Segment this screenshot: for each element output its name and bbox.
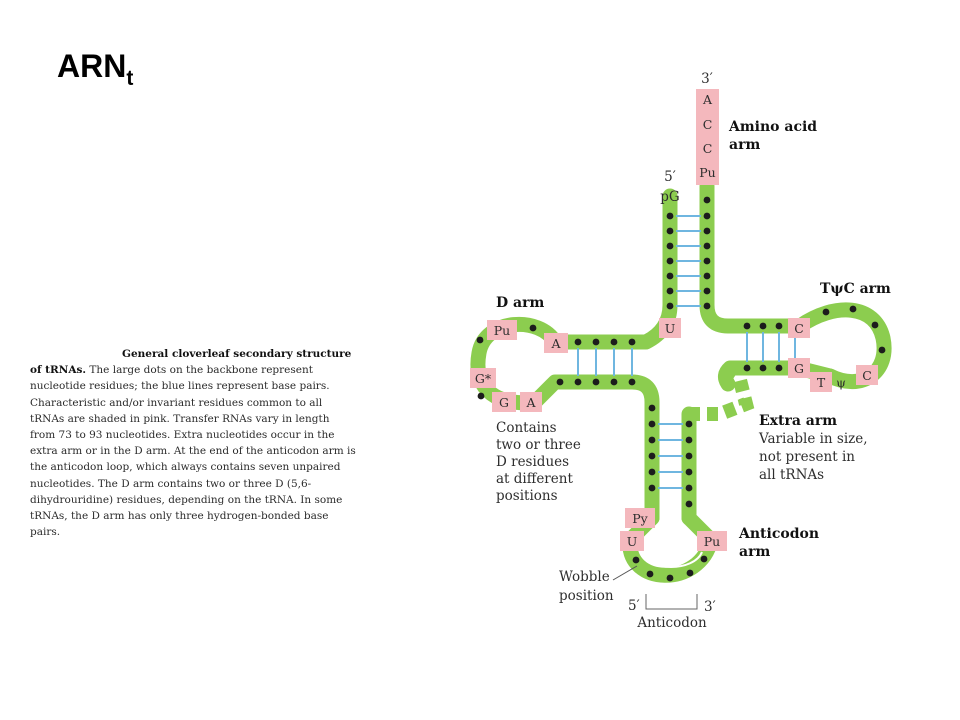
label-wobble-2: position — [559, 588, 614, 604]
nt-ac-Pu: Pu — [703, 534, 721, 549]
title-subscript: t — [126, 67, 134, 90]
title-main: ARN — [57, 48, 127, 84]
label-anticodon: Anticodon — [637, 615, 707, 631]
label-extra-arm-desc-3: all tRNAs — [759, 467, 825, 483]
nt-t-T: T — [816, 375, 826, 390]
label-3prime-bottom: 3′ — [704, 599, 716, 615]
label-anticodon-arm-2: arm — [739, 544, 771, 560]
label-5prime-top: 5′ — [664, 169, 676, 185]
label-d-arm: D arm — [496, 295, 545, 311]
nt-pG: pG — [660, 189, 680, 205]
label-wobble-1: Wobble — [559, 569, 610, 585]
label-d-note-1: Contains — [496, 420, 557, 436]
label-tpsic-arm: TψC arm — [820, 281, 891, 297]
nt-acceptor-Pu: Pu — [699, 165, 716, 180]
label-extra-arm-desc-1: Variable in size, — [759, 431, 868, 447]
label-extra-arm: Extra arm — [759, 413, 838, 429]
nt-t-C-top: C — [794, 321, 804, 336]
nt-t-psi: ψ — [836, 375, 846, 390]
nt-t-C-loop: C — [862, 368, 872, 383]
nt-d-Gstar: G* — [474, 371, 492, 386]
label-amino-acid-arm-1: Amino acid — [729, 119, 818, 135]
nt-ac-Py: Py — [632, 511, 648, 526]
label-5prime-bottom: 5′ — [628, 598, 640, 614]
label-d-note-3: D residues — [496, 454, 570, 470]
nt-acceptor-C2: C — [702, 141, 713, 156]
label-extra-arm-desc-2: not present in — [759, 449, 855, 465]
nt-t-G: G — [794, 361, 804, 376]
nt-ac-U: U — [626, 534, 638, 549]
nt-d-A-top: A — [551, 336, 561, 351]
nt-d-A-bottom: A — [526, 395, 536, 410]
nt-d-Pu: Pu — [493, 323, 511, 338]
caption-body: The large dots on the backbone represent nucleotide residues; the blue lines represent base pairs. Characteristic and/or invariant residues common to all tRNAs are shaded in pink. Transfer RNAs vary in length from 73 to 93 nucleotides. Extra nucleotides occur in the extra arm or in the D arm. At the end of the anticodon arm is the anticodon loop, which always contains seven unpaired nucleotides. The D arm contains two or three D (5,6-dihydrouridine) residues, depending on the tRNA. In some tRNAs, the D arm has only three hydrogen-bonded base pairs. — [30, 364, 356, 539]
label-3prime-top: 3′ — [701, 71, 713, 87]
nt-acceptor-C1: C — [702, 117, 713, 132]
anticodon-bracket — [646, 594, 697, 609]
nt-U-junction: U — [664, 321, 676, 336]
label-d-note-5: positions — [496, 488, 558, 504]
caption-heading: General cloverleaf secondary structure of tRNAs. — [30, 348, 352, 377]
label-anticodon-arm-1: Anticodon — [739, 526, 819, 542]
label-d-note-2: two or three — [496, 437, 581, 453]
nt-acceptor-A: A — [702, 92, 713, 107]
nt-d-G: G — [499, 395, 509, 410]
label-d-note-4: at different — [496, 471, 573, 487]
wobble-pointer — [613, 566, 637, 580]
extra-arm — [689, 372, 746, 414]
label-amino-acid-arm-2: arm — [729, 137, 761, 153]
